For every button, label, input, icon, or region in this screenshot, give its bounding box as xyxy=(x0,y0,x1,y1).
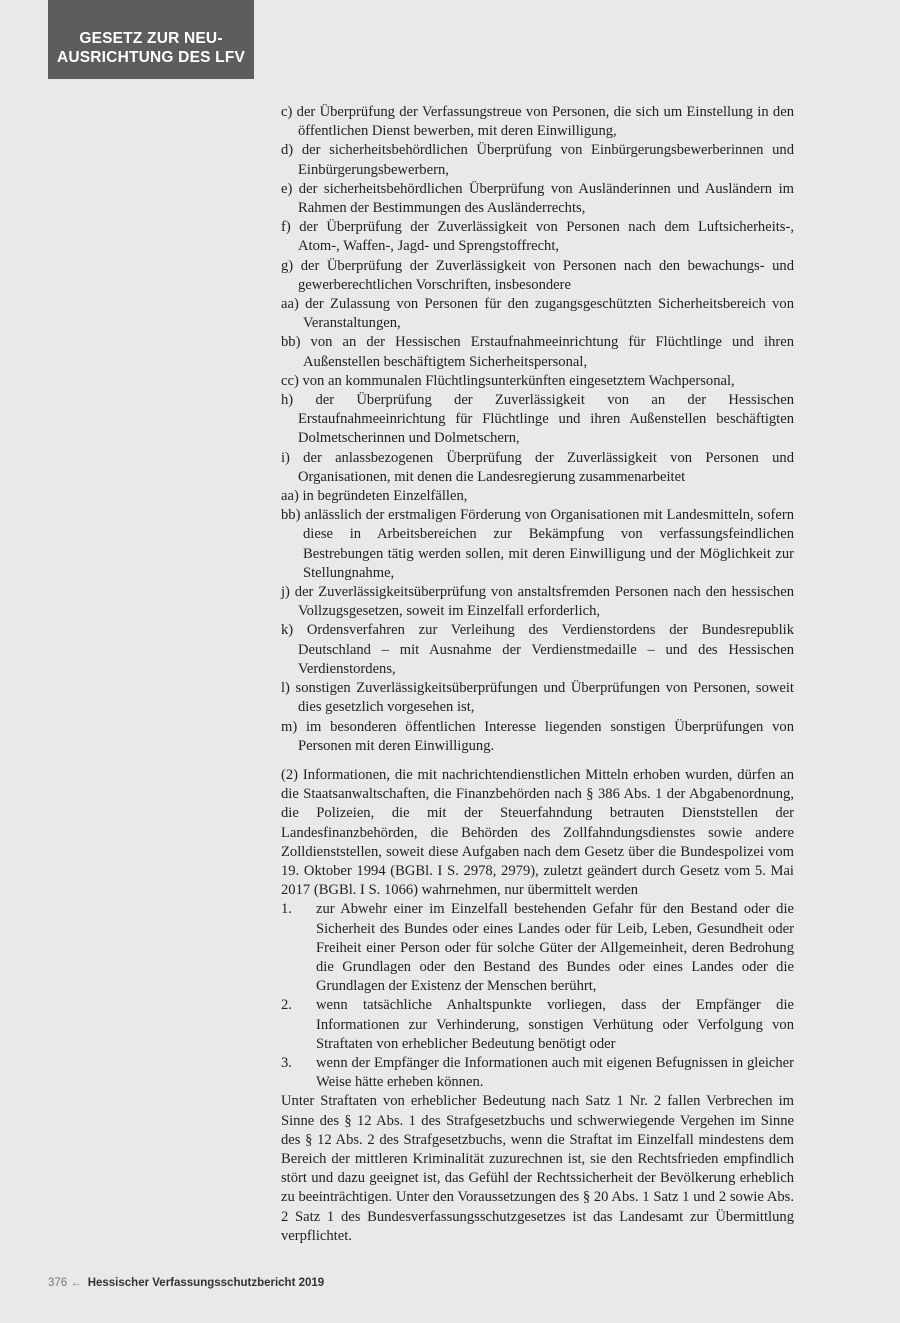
closing-paragraph: Unter Straftaten von erheblicher Bedeutung nach Satz 1 Nr. 2 fallen Verbrechen im Sinne des § 12 Abs. 1 des Strafgesetzbuchs und schwerwiegende Vergehen im Sinne des § 12 Abs. 2 des Strafgesetzbuchs, wenn die Straftat im Einzelfall mindestens dem Bereich der mittleren Kriminalität zuzurechnen ist, sie den Rechtsfrieden empfindlich stört und dazu geeignet ist, das Gefühl der Rechtssicherheit der Bevölkerung erheblich zu beeinträchtigen. Unter den Voraussetzungen des § 20 Abs. 1 Satz 1 und 2 sowie Abs. 2 Satz 1 des Bundesverfassungsschutzgesetzes ist das Landesamt zur Übermittlung verpflichtet. xyxy=(281,1093,794,1244)
publication-title: Hessischer Verfassungsschutzbericht 2019 xyxy=(87,1277,325,1289)
page-footer xyxy=(48,1277,324,1289)
document-body xyxy=(281,103,794,1246)
list-item: d) der sicherheitsbehördlichen Überprüfung von Einbürgerungsbewerberinnen und Einbürgerungsbewerbern, xyxy=(281,142,794,178)
list-item: m) im besonderen öffentlichen Interesse liegenden sonstigen Überprüfungen von Personen mit deren Einwilligung. xyxy=(281,718,794,754)
sub-list xyxy=(281,103,794,756)
item-text: zur Abwehr einer im Einzelfall bestehenden Gefahr für den Bestand oder die Sicherheit des Bundes oder eines Landes oder für Leib, Leben, Gesundheit oder Freiheit einer Person oder für solche Güter der Allgemeinheit, deren Bedrohung die Grundlagen oder den Bestand des Bundes oder eines Landes oder die Grundlagen der Existenz der Menschen berührt, xyxy=(316,901,794,995)
list-item: e) der sicherheitsbehördlichen Überprüfung von Ausländerinnen und Ausländern im Rahmen der Bestimmungen des Ausländerrechts, xyxy=(281,180,794,217)
list-item: k) Ordensverfahren zur Verleihung des Verdienstordens der Bundesrepublik Deutschland – mit Ausnahme der Verdienstmedaille – und des Hessischen Verdienstordens, xyxy=(281,622,794,677)
numbered-item xyxy=(281,900,794,996)
list-item: f) der Überprüfung der Zuverlässigkeit von Personen nach dem Luftsicherheits-, Atom-, Waffen-, Jagd- und Sprengstoffrecht, xyxy=(281,219,794,255)
list-item: cc) von an kommunalen Flüchtlingsunterkünften eingesetztem Wachpersonal, xyxy=(281,372,735,389)
paragraph-2: (2) Informationen, die mit nachrichtendienstlichen Mitteln erhoben wurden, dürfen an die Staatsanwaltschaften, die Finanzbehörden nach § 386 Abs. 1 der Abgabenordnung, die Polizeien, die mit der Steuerfahndung betrauten Dienststellen der Landesfinanzbehörden, die Behörden des Zollfahndungsdienstes sowie andere Zolldienststellen, soweit diese Aufgaben nach dem Gesetz über die Bundespolizei vom 19. Oktober 1994 (BGBl. I S. 2978, 2979), zuletzt geändert durch Gesetz vom 5. Mai 2017 (BGBl. I S. 1066) wahrnehmen, nur übermittelt werden xyxy=(281,766,794,899)
back-arrow-icon[interactable]: ← xyxy=(70,1277,82,1289)
list-item: aa) in begründeten Einzelfällen, xyxy=(281,488,468,505)
list-item: c) der Überprüfung der Verfassungstreue von Personen, die sich um Einstellung in den öffentlichen Dienst bewerben, mit deren Einwilligung, xyxy=(281,104,794,140)
list-item: l) sonstigen Zuverlässigkeitsüberprüfungen und Überprüfungen von Personen, soweit dies gesetzlich vorgesehen ist, xyxy=(281,680,794,716)
list-item: bb) von an der Hessischen Erstaufnahmeeinrichtung für Flüchtlinge und ihren Außenstellen beschäftigtem Sicherheitspersonal, xyxy=(281,334,794,370)
item-number: 2. xyxy=(281,997,292,1014)
item-text: wenn der Empfänger die Informationen auch mit eigenen Befugnissen in gleicher Weise hätte erheben können. xyxy=(316,1054,794,1091)
numbered-list xyxy=(281,900,794,1092)
page-number: 376 xyxy=(48,1277,68,1289)
list-item: j) der Zuverlässigkeitsüberprüfung von anstaltsfremden Personen nach den hessischen Vollzugsgesetzen, soweit im Einzelfall erforderlich, xyxy=(281,584,794,620)
item-text: wenn tatsächliche Anhaltspunkte vorliegen, dass der Empfänger die Informationen zur Verhinderung, sonstigen Verhütung oder Verfolgung von Straftaten von erheblicher Bedeutung benötigt oder xyxy=(316,997,794,1052)
list-item: bb) anlässlich der erstmaligen Förderung von Organisationen mit Landesmitteln, sofern diese in Arbeitsbereichen zur Bekämpfung von verfassungsfeindlichen Bestrebungen tätig werden sollen, mit deren Einwilligung und der Möglichkeit zur Stellungnahme, xyxy=(281,507,794,581)
section-header-line-2: AUSRICHTUNG DES LFV xyxy=(56,49,246,66)
list-item: g) der Überprüfung der Zuverlässigkeit von Personen nach den bewachungs- und gewerberechtlichen Vorschriften, insbesondere xyxy=(281,257,794,293)
numbered-item xyxy=(281,1054,794,1092)
section-header-box xyxy=(48,0,254,79)
numbered-item xyxy=(281,996,794,1054)
item-number: 3. xyxy=(281,1054,292,1071)
item-number: 1. xyxy=(281,901,292,918)
list-item: aa) der Zulassung von Personen für den zugangsgeschützten Sicherheitsbereich von Veranstaltungen, xyxy=(281,296,794,332)
list-item: i) der anlassbezogenen Überprüfung der Zuverlässigkeit von Personen und Organisationen, mit denen die Landesregierung zusammenarbeitet xyxy=(281,449,794,485)
list-item: h) der Überprüfung der Zuverlässigkeit von an der Hessischen Erstaufnahmeeinrichtung für Flüchtlinge und ihren Außenstellen beschäftigten Dolmetscherinnen und Dolmetschern, xyxy=(281,392,794,447)
section-header-line-1: GESETZ ZUR NEU- xyxy=(79,30,223,47)
